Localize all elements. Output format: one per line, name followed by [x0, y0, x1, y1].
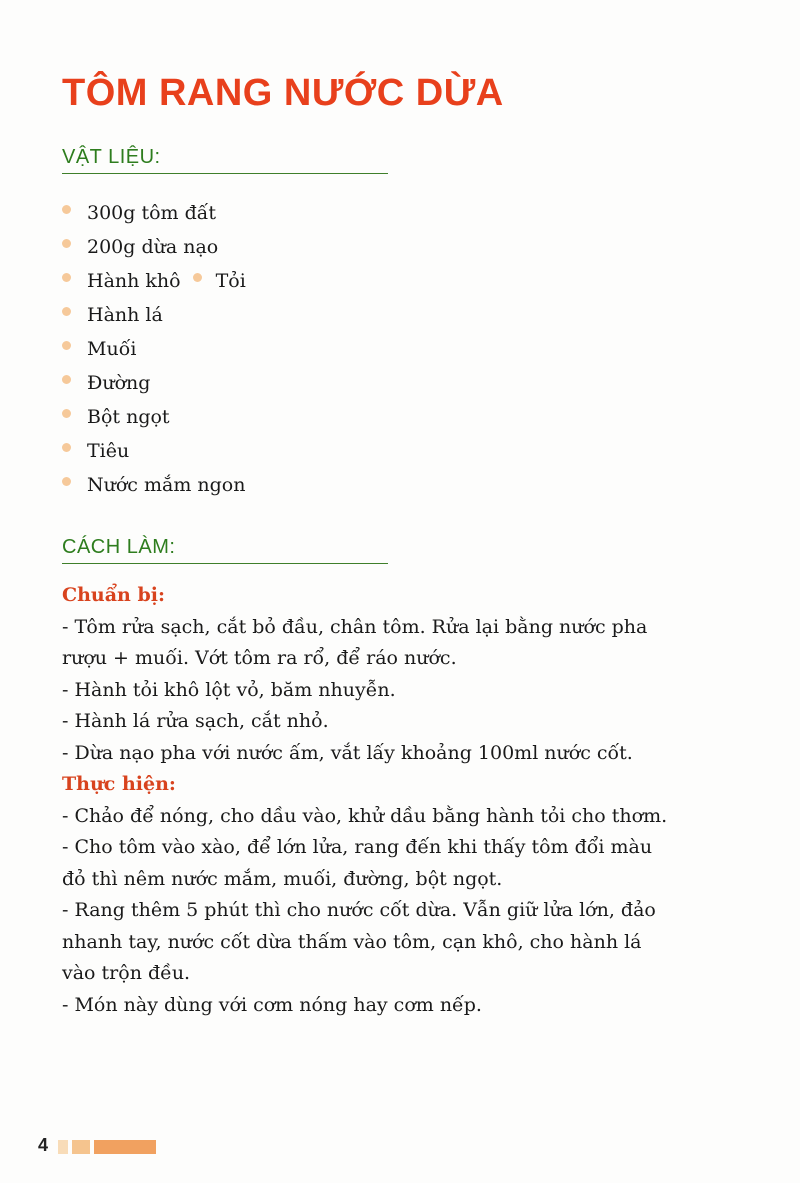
ingredient-item	[62, 468, 246, 502]
bullet-icon	[62, 341, 71, 350]
step-line: - Rang thêm 5 phút thì cho nước cốt dừa. Vẫn giữ lửa lớn, đảo	[62, 899, 656, 921]
bullet-icon	[62, 205, 71, 214]
step-line: - Cho tôm vào xào, để lớn lửa, rang đến khi thấy tôm đổi màu	[62, 836, 653, 858]
step-line: - Hành tỏi khô lột vỏ, băm nhuyễn.	[62, 678, 396, 701]
ingredient-label: Bột ngọt	[87, 406, 170, 428]
footer-bar-segment-3	[94, 1140, 156, 1154]
prep-heading: Chuẩn bị:	[62, 584, 166, 606]
ingredient-item	[62, 196, 246, 230]
ingredient-label: Đường	[87, 372, 151, 394]
bullet-icon	[62, 443, 71, 452]
ingredient-item	[62, 332, 246, 366]
bullet-icon	[193, 273, 202, 282]
method-steps	[62, 580, 742, 1021]
ingredients-heading: VẬT LIỆU:	[62, 146, 388, 174]
footer-bar-segment-1	[58, 1140, 68, 1154]
method-heading: CÁCH LÀM:	[62, 536, 388, 564]
step-line: đỏ thì nêm nước mắm, muối, đường, bột ngọt.	[62, 867, 503, 890]
bullet-icon	[62, 375, 71, 384]
bullet-icon	[62, 409, 71, 418]
step-line: - Tôm rửa sạch, cắt bỏ đầu, chân tôm. Rửa lại bằng nước pha	[62, 615, 648, 638]
ingredient-item	[62, 264, 246, 298]
ingredient-label: Tiêu	[87, 440, 130, 462]
bullet-icon	[62, 307, 71, 316]
recipe-title: TÔM RANG NƯỚC DỪA	[62, 72, 504, 114]
bullet-icon	[62, 477, 71, 486]
cook-heading: Thực hiện:	[62, 773, 176, 795]
ingredient-label: Nước mắm ngon	[87, 474, 246, 496]
ingredient-label: Tỏi	[215, 270, 246, 292]
ingredient-label: Muối	[87, 338, 137, 360]
cook-steps	[62, 801, 742, 1022]
footer-bar-segment-2	[72, 1140, 90, 1154]
ingredient-label: 200g dừa nạo	[87, 236, 219, 258]
step-line: - Hành lá rửa sạch, cắt nhỏ.	[62, 710, 329, 732]
step-line: vào trộn đều.	[62, 962, 191, 984]
bullet-icon	[62, 273, 71, 282]
step-line: - Món này dùng với cơm nóng hay cơm nếp.	[62, 993, 482, 1016]
ingredient-item	[62, 366, 246, 400]
page-number: 4	[38, 1135, 49, 1155]
step-line: - Chảo để nóng, cho dầu vào, khử dầu bằng hành tỏi cho thơm.	[62, 804, 668, 827]
step-line: - Dừa nạo pha với nước ấm, vắt lấy khoảng 100ml nước cốt.	[62, 741, 633, 764]
ingredients-list	[62, 196, 246, 502]
ingredient-item	[62, 400, 246, 434]
ingredient-label: 300g tôm đất	[87, 202, 217, 224]
prep-steps	[62, 612, 742, 770]
ingredient-item	[62, 434, 246, 468]
bullet-icon	[62, 239, 71, 248]
ingredient-item	[62, 298, 246, 332]
step-line: rượu + muối. Vớt tôm ra rổ, để ráo nước.	[62, 647, 457, 669]
ingredient-item	[62, 230, 246, 264]
ingredient-label: Hành lá	[87, 304, 163, 326]
step-line: nhanh tay, nước cốt dừa thấm vào tôm, cạn khô, cho hành lá	[62, 930, 642, 953]
ingredient-label: Hành khô	[87, 270, 181, 292]
